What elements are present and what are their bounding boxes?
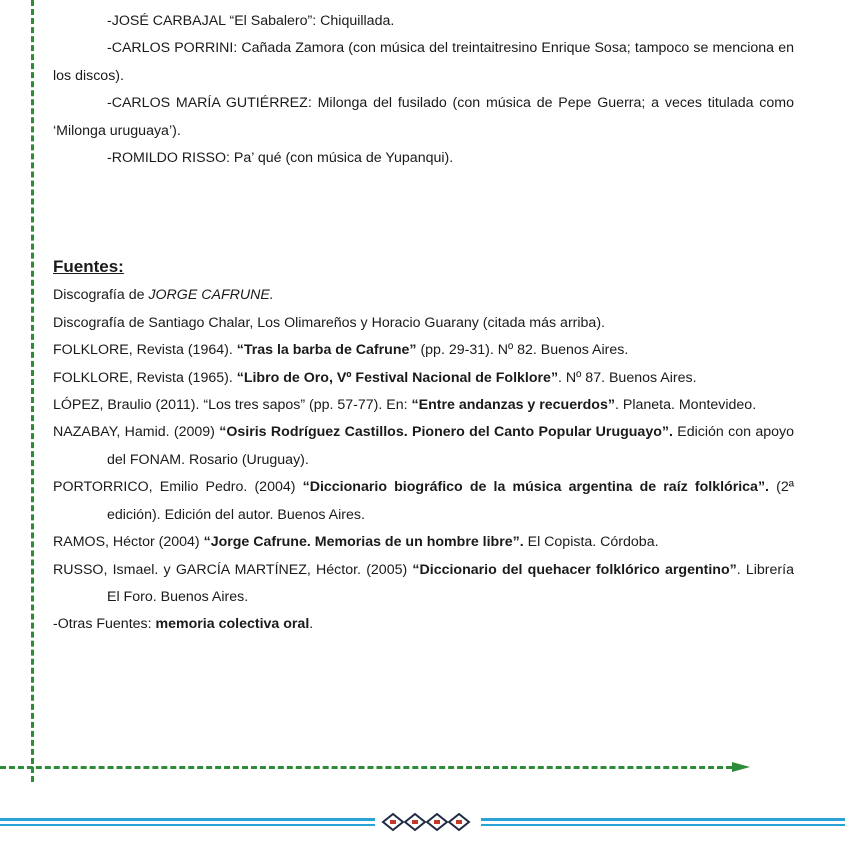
source-text: . [309,616,314,633]
song-detail: Cañada Zamora (con música del treintaitresino Enrique Sosa; tampoco se menciona en los discos). [53,40,794,84]
source-item [53,419,794,474]
source-item [53,529,794,556]
footer-band-left-thin [0,824,375,826]
frame-vertical-dashed-line [31,0,34,782]
source-text: FOLKLORE, Revista (1964). [53,342,237,359]
song-detail: Chiquillada. [320,13,395,29]
song-separator: : [312,13,321,29]
song-entry [53,145,794,172]
song-detail: Pa’ qué (con música de Yupanqui). [233,150,454,167]
source-text: PORTORRICO, Emilio Pedro. (2004) [53,479,303,496]
source-text: RAMOS, Héctor (2004) [53,534,204,551]
section-spacer [53,172,794,254]
song-author: -CARLOS PORRINI [107,40,234,57]
source-text: FOLKLORE, Revista (1965). [53,369,237,386]
song-author: -ROMILDO RISSO [107,150,227,167]
footer-band-right [481,818,845,821]
source-text: LÓPEZ, Braulio (2011). “Los tres sapos” (pp. 57-77). En: [53,397,412,414]
frame-horizontal-dashed-line [0,766,732,769]
source-text: . Librería El Foro. Buenos Aires. [107,561,794,605]
source-item [53,392,794,419]
song-detail: Milonga del fusilado (con música de Pepe Guerra; a veces titulada como ‘Milonga uruguaya’). [53,95,795,139]
song-separator: : [233,40,242,57]
source-title: memoria colectiva oral [155,616,310,633]
source-text: . Nº 87. Buenos Aires. [558,369,697,386]
source-text: RUSSO, Ismael. y GARCÍA MARTÍNEZ, Héctor. (2005) [53,561,413,578]
source-title: “Diccionario del quehacer folklórico argentino” [412,561,737,578]
song-author: -JOSÉ CARBAJAL “El Sabalero” [107,13,313,29]
song-entry [53,35,794,90]
source-title: “Osiris Rodríguez Castillos. Pionero del Canto Popular Uruguayo”. [219,424,673,441]
source-text: Edición con apoyo del FONAM. Rosario (Uruguay). [107,424,794,468]
source-text: -Otras Fuentes: [53,616,156,633]
source-item [53,282,794,309]
source-item [53,611,794,638]
footer-band-left [0,818,375,821]
source-title: “Diccionario biográfico de la música argentina de raíz folklórica”. [302,479,769,496]
source-title: “Libro de Oro, Vº Festival Nacional de Folklore” [236,369,559,386]
source-title: “Jorge Cafrune. Memorias de un hombre libre”. [203,534,524,551]
song-entry [53,90,794,145]
source-text: Discografía de Santiago Chalar, Los Olimareños y Horacio Guarany (citada más arriba). [53,314,605,331]
source-item [53,365,794,392]
sources-list [53,282,794,638]
footer-ornament [0,812,845,832]
arrow-right-icon [732,762,750,772]
page-content [53,8,794,639]
source-title: “Entre andanzas y recuerdos” [411,397,615,414]
source-text: . Planeta. Montevideo. [614,397,757,414]
song-separator: : [307,95,318,112]
sources-heading: Fuentes: [53,257,124,277]
source-text: (pp. 29-31). Nº 82. Buenos Aires. [416,342,629,359]
song-author: -CARLOS MARÍA GUTIÉRREZ [107,95,308,112]
source-title: “Tras la barba de Cafrune” [236,342,417,359]
song-separator: : [226,150,234,167]
source-item [53,557,794,612]
source-text: NAZABAY, Hamid. (2009) [53,424,220,441]
source-text: (2ª edición). Edición del autor. Buenos Aires. [107,479,794,523]
source-italic-title: JORGE CAFRUNE. [148,287,274,304]
source-item [53,310,794,337]
source-item [53,474,794,529]
footer-band-right-thin [481,824,845,826]
andean-pattern-icon [381,812,471,832]
source-text: El Copista. Córdoba. [523,534,659,551]
song-entry [53,8,794,35]
source-item [53,337,794,364]
source-text: Discografía de [53,287,149,304]
